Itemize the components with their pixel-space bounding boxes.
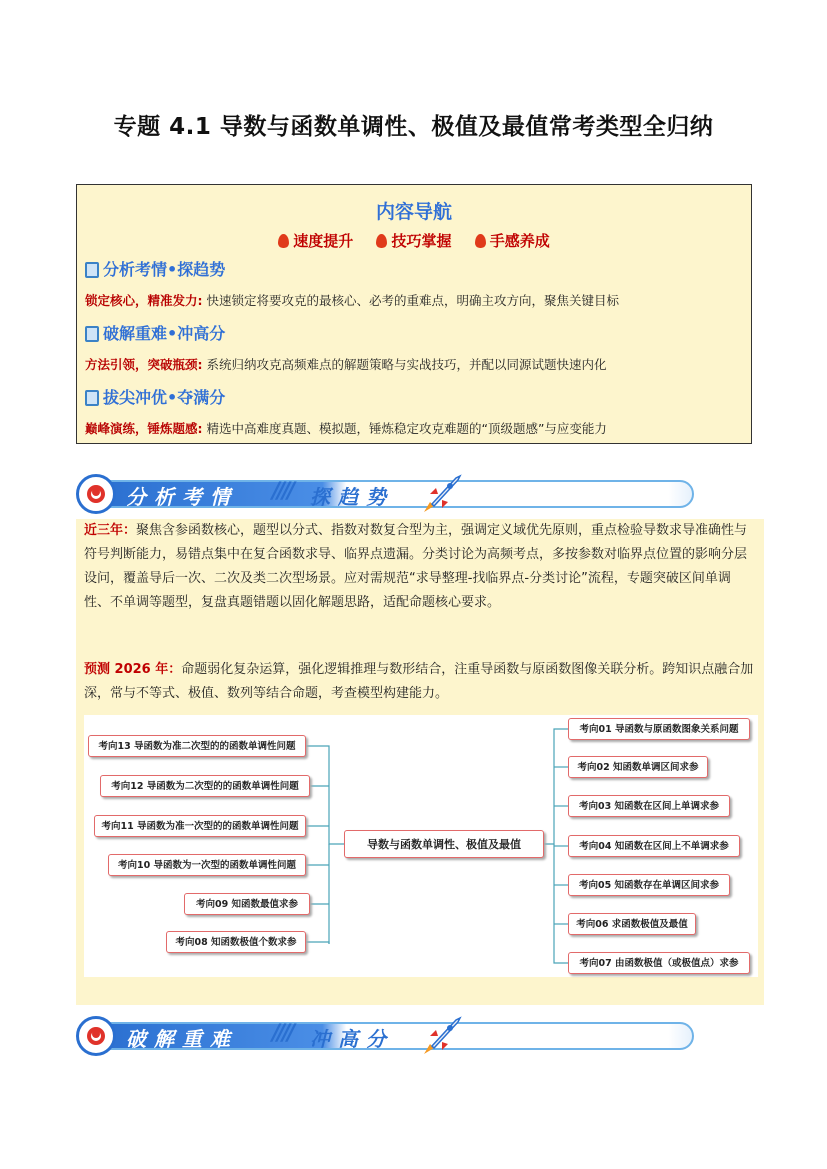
nav-section-analysis[interactable]: 分析考情•探趋势: [85, 257, 225, 280]
banner-left-text: 破解重难: [126, 1027, 238, 1051]
topic-node-04: 考向04 知函数在区间上不单调求参: [568, 835, 740, 857]
nav-heading: 内容导航: [375, 201, 452, 223]
topic-node-05: 考向05 知函数存在单调区间求参: [568, 874, 730, 896]
tag-speed: 速度提升: [278, 230, 353, 251]
topic-node-10: 考向10 导函数为一次型的函数单调性问题: [108, 854, 306, 876]
banner-right-text: 冲高分: [310, 1027, 394, 1051]
analysis-box: [76, 519, 764, 1005]
slash-decoration: ////: [272, 1021, 293, 1046]
book-icon: [85, 262, 99, 278]
nav-section-breakthrough[interactable]: 破解重难•冲高分: [85, 321, 225, 344]
book-icon: [85, 326, 99, 342]
rocket-icon: [416, 472, 464, 516]
mind-map-center: 导数与函数单调性、极值及最值: [344, 830, 544, 858]
flame-icon: [376, 234, 387, 248]
topic-node-09: 考向09 知函数最值求参: [184, 893, 310, 915]
banner-analysis: [76, 472, 696, 516]
mind-map: [84, 715, 758, 977]
topic-node-08: 考向08 知函数极值个数求参: [166, 931, 306, 953]
topic-node-07: 考向07 由函数极值（或极值点）求参: [568, 952, 750, 974]
nav-desc-analysis: 锁定核心，精准发力: 快速锁定将要攻克的最核心、必考的重难点，明确主攻方向，聚焦关键目标: [85, 293, 619, 308]
banner-right-text: 探趋势: [310, 485, 394, 509]
book-icon: [85, 390, 99, 406]
topic-node-03: 考向03 知函数在区间上单调求参: [568, 795, 730, 817]
content-navigation: [76, 184, 752, 444]
topic-node-11: 考向11 导函数为准一次型的的函数单调性问题: [94, 815, 306, 837]
topic-node-02: 考向02 知函数单调区间求参: [568, 756, 708, 778]
nav-tags: [77, 230, 751, 251]
topic-node-13: 考向13 导函数为准二次型的的函数单调性问题: [88, 735, 306, 757]
flame-icon: [278, 234, 289, 248]
flame-icon: [475, 234, 486, 248]
slash-decoration: ////: [272, 479, 293, 504]
nav-desc-breakthrough: 方法引领，突破瓶颈: 系统归纳攻克高频难点的解题策略与实战技巧，并配以同源试题快速内化: [85, 357, 607, 372]
nav-desc-top: 巅峰演练，锤炼题感: 精选中高难度真题、模拟题，锤炼稳定攻克难题的“顶级题感”与应变能力: [85, 421, 607, 436]
banner-breakthrough: [76, 1014, 696, 1058]
topic-node-01: 考向01 导函数与原函数图象关系问题: [568, 718, 750, 740]
topic-node-12: 考向12 导函数为二次型的的函数单调性问题: [100, 775, 310, 797]
prediction-paragraph: 预测 2026 年：命题弱化复杂运算，强化逻辑推理与数形结合，注重导函数与原函数图像关联分析。跨知识点融合加深，常与不等式、极值、数列等结合命题，考查模型构建能力。: [84, 662, 754, 701]
banner-left-text: 分析考情: [126, 485, 238, 509]
tag-feel: 手感养成: [475, 230, 550, 251]
recent-years-paragraph: 近三年：聚焦含参函数核心，题型以分式、指数对数复合型为主，强调定义域优先原则，重点检验导数求导准确性与符号判断能力，易错点集中在复合函数求导、临界点遗漏。分类讨论为高频考点，多按参数对临界点位置的影响分层设问，覆盖导后一次、二次及类二次型场景。应对需规范“求导整理-找临界点-分类讨论”流程，专题突破区间单调性、不单调等题型，复盘真题错题以固化解题思路，适配命题核心要求。: [84, 523, 748, 610]
rocket-icon: [416, 1014, 464, 1058]
topic-node-06: 考向06 求函数极值及最值: [568, 913, 696, 935]
page-title: 专题 4.1 导数与函数单调性、极值及最值常考类型全归纳: [113, 114, 714, 140]
tag-skill: 技巧掌握: [376, 230, 451, 251]
nav-section-top[interactable]: 拔尖冲优•夺满分: [85, 385, 225, 408]
